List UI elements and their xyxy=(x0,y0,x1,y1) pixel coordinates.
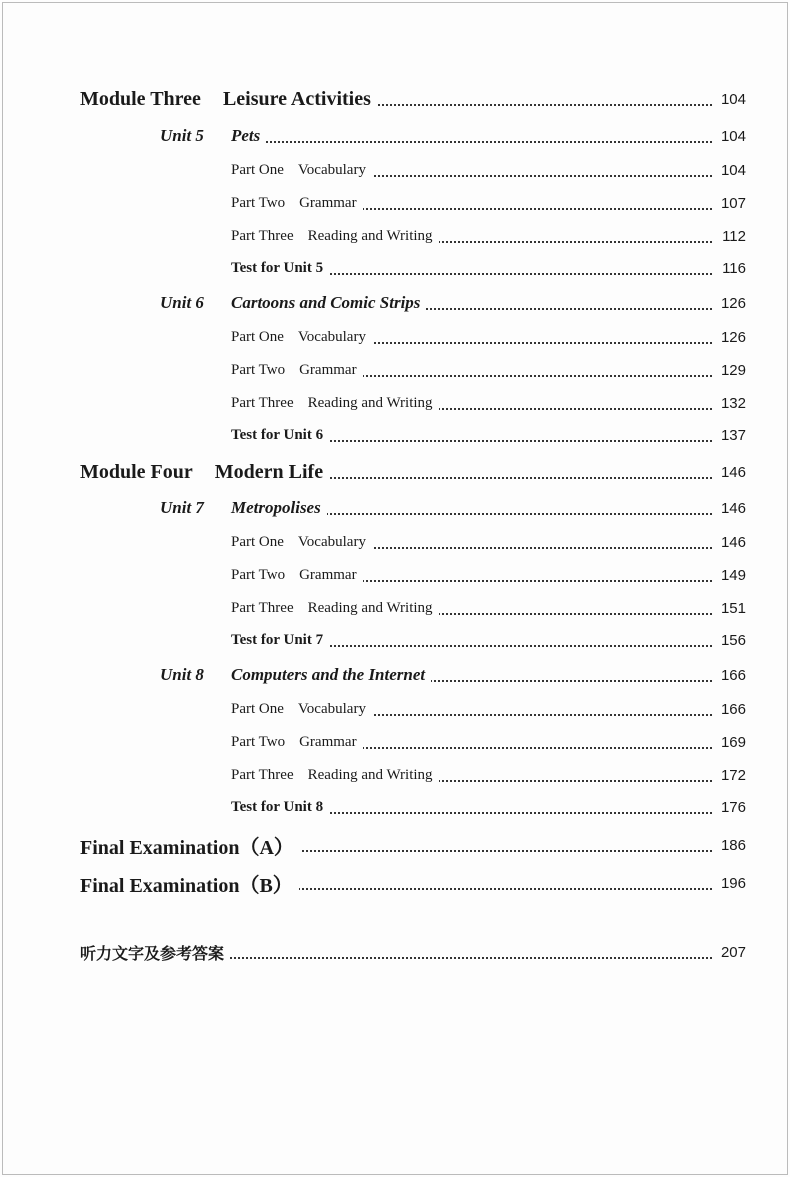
entry-title xyxy=(231,228,439,245)
toc-entry-part[interactable] xyxy=(0,155,790,185)
entry-title xyxy=(231,767,439,784)
entry-title: Test for Unit 5 xyxy=(231,260,329,277)
dot-leader xyxy=(241,139,712,143)
toc-entry-part[interactable] xyxy=(0,388,790,418)
page-number: 137 xyxy=(720,426,746,444)
entry-title: Test for Unit 8 xyxy=(231,799,329,816)
unit-label: Unit 6 xyxy=(160,293,204,312)
page-number: 156 xyxy=(720,631,746,649)
toc-entry-module[interactable] xyxy=(0,84,790,114)
entry-label: Module Three xyxy=(80,87,201,110)
entry-title-text: Reading and Writing xyxy=(307,227,433,244)
entry-label: Module Four xyxy=(80,460,193,483)
page-number: 129 xyxy=(720,361,746,379)
page-number: 104 xyxy=(720,127,746,145)
page-number: 172 xyxy=(720,766,746,784)
toc-entry-part[interactable] xyxy=(0,760,790,790)
entry-title xyxy=(80,461,329,484)
unit-label: Unit 7 xyxy=(160,498,204,517)
entry-title-text: Modern Life xyxy=(214,460,324,483)
entry-label: Part Three xyxy=(231,766,294,783)
unit-label: Unit 5 xyxy=(160,126,204,145)
page-number: 151 xyxy=(720,599,746,617)
page-number: 146 xyxy=(720,463,746,481)
toc-entry-part[interactable] xyxy=(0,355,790,385)
entry-label: Part Three xyxy=(231,599,294,616)
entry-label: Part Three xyxy=(231,227,294,244)
entry-title: 听力文字及参考答案 xyxy=(80,941,230,964)
entry-title xyxy=(231,534,372,551)
page-number: 132 xyxy=(720,394,746,412)
page-number: 146 xyxy=(720,533,746,551)
toc-entry-part[interactable] xyxy=(0,322,790,352)
page-number: 126 xyxy=(720,294,746,312)
entry-title xyxy=(231,734,363,751)
entry-title xyxy=(231,362,363,379)
toc-entry-test[interactable] xyxy=(0,792,790,822)
entry-title-text: Vocabulary xyxy=(297,328,366,345)
entry-label: Part Two xyxy=(231,361,286,378)
entry-label: Part One xyxy=(231,700,284,717)
entry-title xyxy=(231,195,363,212)
entry-title: Pets xyxy=(231,126,266,146)
page-number: 169 xyxy=(720,733,746,751)
entry-label: Part One xyxy=(231,161,284,178)
page-number: 149 xyxy=(720,566,746,584)
entry-label: Part One xyxy=(231,533,284,550)
entry-title-text: Leisure Activities xyxy=(222,87,371,110)
entry-title xyxy=(231,329,372,346)
entry-title xyxy=(80,88,377,111)
toc-entry-test[interactable] xyxy=(0,420,790,450)
entry-label: Part Two xyxy=(231,566,286,583)
entry-title-text: Vocabulary xyxy=(297,533,366,550)
entry-label: Part Two xyxy=(231,733,286,750)
toc-entry-unit[interactable] xyxy=(0,660,790,690)
page-number: 196 xyxy=(720,874,746,892)
toc-entry-part[interactable] xyxy=(0,560,790,590)
toc-entry-test[interactable] xyxy=(0,625,790,655)
toc-entry-unit[interactable] xyxy=(0,288,790,318)
toc-entry-part[interactable] xyxy=(0,694,790,724)
page-number: 112 xyxy=(722,227,746,245)
page-number: 116 xyxy=(722,259,746,277)
entry-title xyxy=(231,600,439,617)
entry-title xyxy=(231,701,372,718)
entry-title-text: Vocabulary xyxy=(297,161,366,178)
page-number: 104 xyxy=(720,161,746,179)
unit-label: Unit 8 xyxy=(160,665,204,684)
toc-entry-part[interactable] xyxy=(0,221,790,251)
page-number: 186 xyxy=(720,836,746,854)
entry-title-text: Grammar xyxy=(299,566,357,583)
page-number: 166 xyxy=(720,700,746,718)
toc-entry-test[interactable] xyxy=(0,253,790,283)
entry-title-text: Grammar xyxy=(299,733,357,750)
toc-entry-unit[interactable] xyxy=(0,121,790,151)
entry-title-text: Reading and Writing xyxy=(307,599,433,616)
page-number: 166 xyxy=(720,666,746,684)
page-number: 126 xyxy=(720,328,746,346)
toc-entry-part[interactable] xyxy=(0,727,790,757)
toc-entry-appendix[interactable] xyxy=(0,937,790,967)
entry-title: Cartoons and Comic Strips xyxy=(231,293,426,313)
toc-entry-final[interactable] xyxy=(0,868,790,898)
page-number: 207 xyxy=(720,943,746,961)
page-number: 104 xyxy=(720,90,746,108)
page-number: 107 xyxy=(720,194,746,212)
entry-title: Final Examination（B） xyxy=(80,869,299,898)
toc-entry-part[interactable] xyxy=(0,527,790,557)
entry-label: Part Two xyxy=(231,194,286,211)
entry-title-text: Vocabulary xyxy=(297,700,366,717)
toc-entry-part[interactable] xyxy=(0,593,790,623)
entry-title-text: Grammar xyxy=(299,361,357,378)
entry-title-text: Grammar xyxy=(299,194,357,211)
page-number: 176 xyxy=(720,798,746,816)
entry-title: Computers and the Internet xyxy=(231,665,431,685)
page-number: 146 xyxy=(720,499,746,517)
toc-entry-module[interactable] xyxy=(0,457,790,487)
toc-entry-part[interactable] xyxy=(0,188,790,218)
entry-title: Test for Unit 6 xyxy=(231,427,329,444)
toc-entry-unit[interactable] xyxy=(0,493,790,523)
entry-title: Metropolises xyxy=(231,498,327,518)
entry-title-text: Reading and Writing xyxy=(307,766,433,783)
entry-title: Test for Unit 7 xyxy=(231,632,329,649)
toc-entry-final[interactable] xyxy=(0,830,790,860)
entry-label: Part Three xyxy=(231,394,294,411)
entry-label: Part One xyxy=(231,328,284,345)
entry-title-text: Reading and Writing xyxy=(307,394,433,411)
entry-title: Final Examination（A） xyxy=(80,831,300,860)
entry-title xyxy=(231,395,439,412)
entry-title xyxy=(231,162,372,179)
entry-title xyxy=(231,567,363,584)
